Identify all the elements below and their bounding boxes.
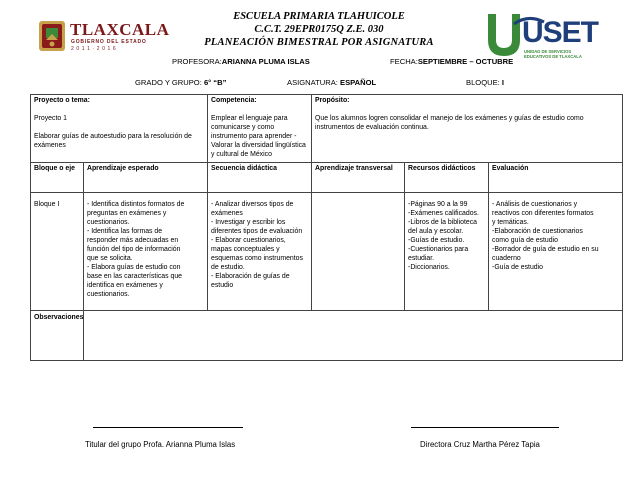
content-row <box>31 192 623 310</box>
subject-label: ASIGNATURA: <box>287 78 338 87</box>
observations-cell <box>84 310 623 360</box>
resource-line: -Libros de la biblioteca <box>408 218 477 226</box>
sequence-line: diferentes tipos de evaluación <box>211 227 303 235</box>
resource-line: estudiar. <box>408 254 435 262</box>
teacher-line <box>172 57 310 66</box>
evaluation-line: reactivos con diferentes formatos <box>492 209 594 217</box>
resource-line: del aula y escolar. <box>408 227 464 235</box>
tlaxcala-logo-text: TLAXCALA <box>70 20 170 39</box>
project-row <box>31 95 623 163</box>
sequence-line: esquemas como instrumentos <box>211 254 303 262</box>
subject-line <box>287 78 376 87</box>
signature-line-right <box>411 427 559 428</box>
project-name: Proyecto 1 <box>34 114 67 122</box>
learning-line: - Elabora guías de estudio con <box>87 263 181 271</box>
evaluation-line: - Análisis de cuestionarios y <box>492 200 578 208</box>
tlaxcala-logo-years: 2 0 1 1 · 2 0 1 6 <box>71 46 117 52</box>
learning-line: - Identifica las formas de <box>87 227 163 235</box>
header-resources: Recursos didácticos <box>405 162 489 192</box>
evaluation-line: -Guía de estudio <box>492 263 543 271</box>
evaluation-line: cuaderno <box>492 254 521 262</box>
sequence-line: de estudio. <box>211 263 245 271</box>
transversal-cell <box>312 192 405 310</box>
learning-line: base en las características que <box>87 272 182 280</box>
project-description: Elaborar guías de autoestudio para la resolución de exámenes <box>34 132 192 149</box>
block-cell: Bloque I <box>31 192 84 310</box>
learning-line: - Identifica distintos formatos de <box>87 200 185 208</box>
uset-logo-subtitle-2: EDUCATIVOS DE TLAXCALA <box>524 54 582 59</box>
sequence-line: - Analizar diversos tipos de <box>211 200 294 208</box>
planning-title: PLANEACIÓN BIMESTRAL POR ASIGNATURA <box>204 37 434 48</box>
learning-cell <box>84 192 208 310</box>
teacher-label: PROFESORA: <box>172 57 222 66</box>
learning-line: función del tipo de información <box>87 245 181 253</box>
tlaxcala-logo-subtitle: GOBIERNO DEL ESTADO <box>71 39 147 45</box>
competence-text: Emplear el lenguaje para comunicarse y como instrumento para aprender -Valorar la diversidad lingüística y cultural de México <box>211 114 306 158</box>
signature-right: Directora Cruz Martha Pérez Tapia <box>420 440 540 449</box>
competence-label: Competencia: <box>211 97 257 104</box>
planning-table <box>30 94 623 361</box>
uset-logo-text: USET <box>522 16 599 49</box>
project-label: Proyecto o tema: <box>34 97 90 104</box>
block-label: BLOQUE: <box>466 78 500 87</box>
resource-line: -Guías de estudio. <box>408 236 465 244</box>
project-cell <box>31 95 208 163</box>
evaluation-line: y temáticas. <box>492 218 529 226</box>
resources-cell <box>405 192 489 310</box>
learning-line: cuestionarios. <box>87 290 130 298</box>
school-cct: C.C.T. 29EPR0175Q Z.E. 030 <box>254 24 384 35</box>
competence-cell <box>208 95 312 163</box>
resource-line: -Diccionarios. <box>408 263 450 271</box>
learning-line: preguntas en exámenes y <box>87 209 167 217</box>
learning-line: identifica en exámenes y <box>87 281 163 289</box>
observations-label: Observaciones <box>31 310 84 360</box>
header-evaluation: Evaluación <box>489 162 623 192</box>
date-line <box>390 57 513 66</box>
date-label: FECHA: <box>390 57 418 66</box>
grade-value: 6° “B” <box>203 78 227 87</box>
sequence-line: exámenes <box>211 209 243 217</box>
evaluation-line: -Elaboración de cuestionarios <box>492 227 583 235</box>
sequence-cell <box>208 192 312 310</box>
grade-line <box>135 78 226 87</box>
purpose-cell <box>312 95 623 163</box>
evaluation-line: -Borrador de guía de estudio en su <box>492 245 599 253</box>
sequence-line: - Elaborar cuestionarios, <box>211 236 286 244</box>
signature-left: Titular del grupo Profa. Arianna Pluma Islas <box>85 440 236 449</box>
teacher-value: ARIANNA PLUMA ISLAS <box>221 57 310 66</box>
header-transversal: Aprendizaje transversal <box>312 162 405 192</box>
sequence-line: estudio <box>211 281 234 289</box>
observations-row <box>31 310 623 360</box>
resource-line: -Cuestionarios para <box>408 245 469 253</box>
header-sequence: Secuencia didáctica <box>208 162 312 192</box>
resource-line: -Exámenes calificados. <box>408 209 479 217</box>
evaluation-cell <box>489 192 623 310</box>
school-name: ESCUELA PRIMARIA TLAHUICOLE <box>233 11 405 22</box>
learning-line: cuestionarios. <box>87 218 130 226</box>
signature-line-left <box>93 427 243 428</box>
sequence-line: - Elaboración de guías de <box>211 272 290 280</box>
date-value: SEPTIEMBRE – OCTUBRE <box>417 57 514 66</box>
purpose-label: Propósito: <box>315 97 350 104</box>
evaluation-line: como guía de estudio <box>492 236 558 244</box>
purpose-text: Que los alumnos logren consolidar el manejo de los exámenes y guías de estudio como instrumentos de evaluación continua. <box>315 114 584 131</box>
subject-value: ESPAÑOL <box>340 78 377 87</box>
header-row <box>31 162 623 192</box>
learning-line: que se solicita. <box>87 254 133 262</box>
learning-line: responder más adecuadas en <box>87 236 179 244</box>
header-learning: Aprendizaje esperado <box>84 162 208 192</box>
grade-label: GRADO Y GRUPO: <box>135 78 202 87</box>
sequence-line: mapas conceptuales y <box>211 245 280 253</box>
block-value: I <box>501 78 505 87</box>
header-block: Bloque o eje <box>31 162 84 192</box>
sequence-line: - Investigar y escribir los <box>211 218 286 226</box>
resource-line: -Páginas 90 a la 99 <box>408 200 468 208</box>
uset-logo-subtitle-1: UNIDAD DE SERVICIOS <box>524 49 572 54</box>
block-line <box>466 78 504 87</box>
